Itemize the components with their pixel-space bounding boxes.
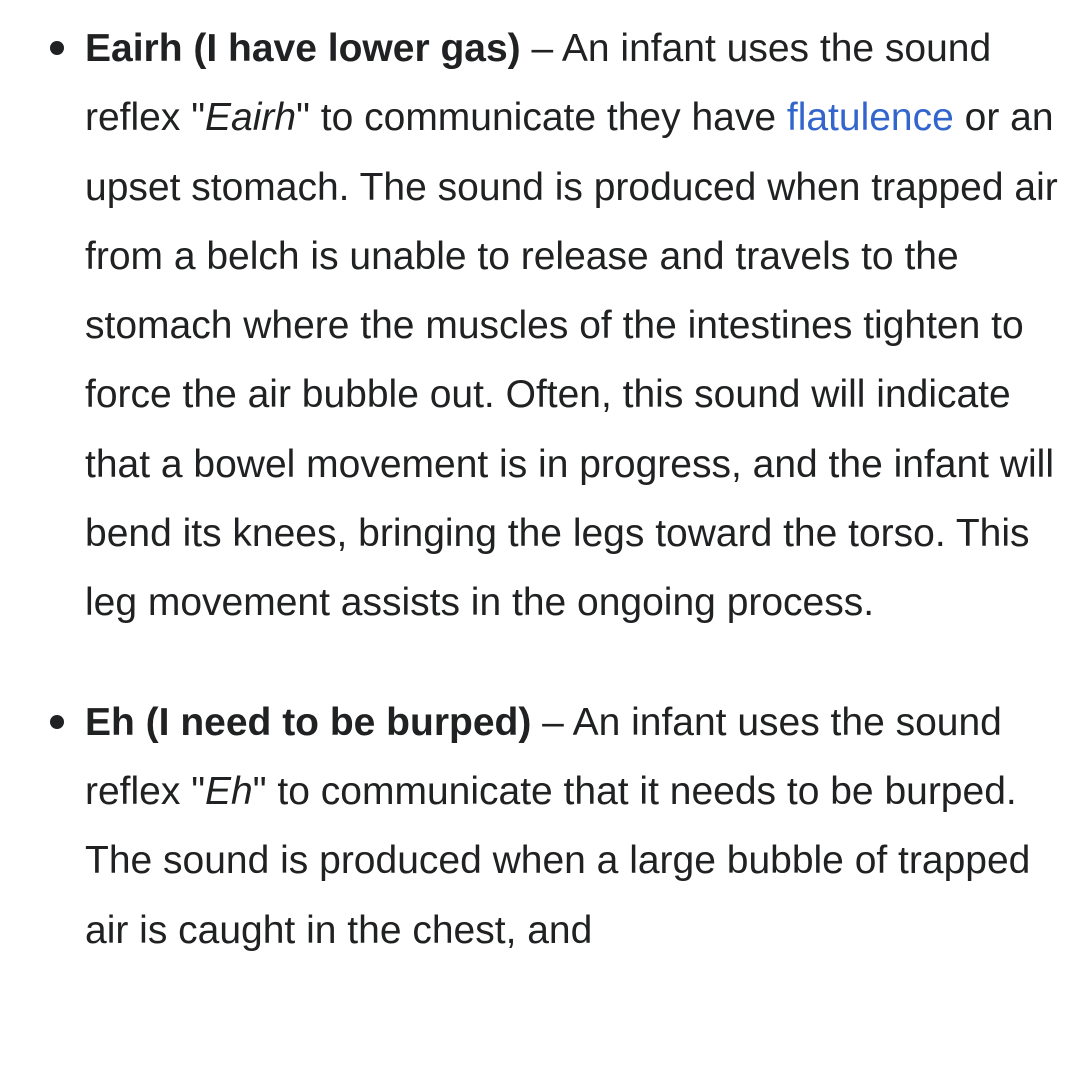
description-text: " to communicate they have [296, 96, 787, 140]
list-item-eh [85, 688, 1060, 965]
term-label: Eh (I need to be burped) [85, 700, 532, 744]
separator-dash: – [531, 700, 573, 744]
sound-word: Eairh [205, 96, 297, 140]
baby-sounds-list [85, 14, 1060, 1015]
term-label: Eairh (I have lower gas) [85, 27, 521, 70]
description-text: " to communicate that it needs to be burped. The sound is produced when a large bubble of trapped air is caught in the chest, and [85, 769, 1031, 952]
flatulence-link[interactable]: flatulence [786, 96, 954, 140]
sound-word: Eh [205, 769, 253, 813]
description-text: An infant uses the sound reflex " [85, 27, 992, 140]
separator-dash: – [520, 27, 562, 70]
list-item-eairh [85, 14, 1060, 638]
description-text: An infant uses the sound reflex " [85, 700, 1002, 813]
bullet-icon [50, 41, 64, 55]
bullet-icon [50, 715, 64, 729]
description-text: or an upset stomach. The sound is produced when trapped air from a belch is unable to release and travels to the stomach where the muscles of the intestines tighten to force the air bubble out. Often, this sound will indicate that a bowel movement is in progress, and the infant will bend its knees, bringing the legs toward the torso. This leg movement assists in the ongoing process. [85, 96, 1058, 625]
